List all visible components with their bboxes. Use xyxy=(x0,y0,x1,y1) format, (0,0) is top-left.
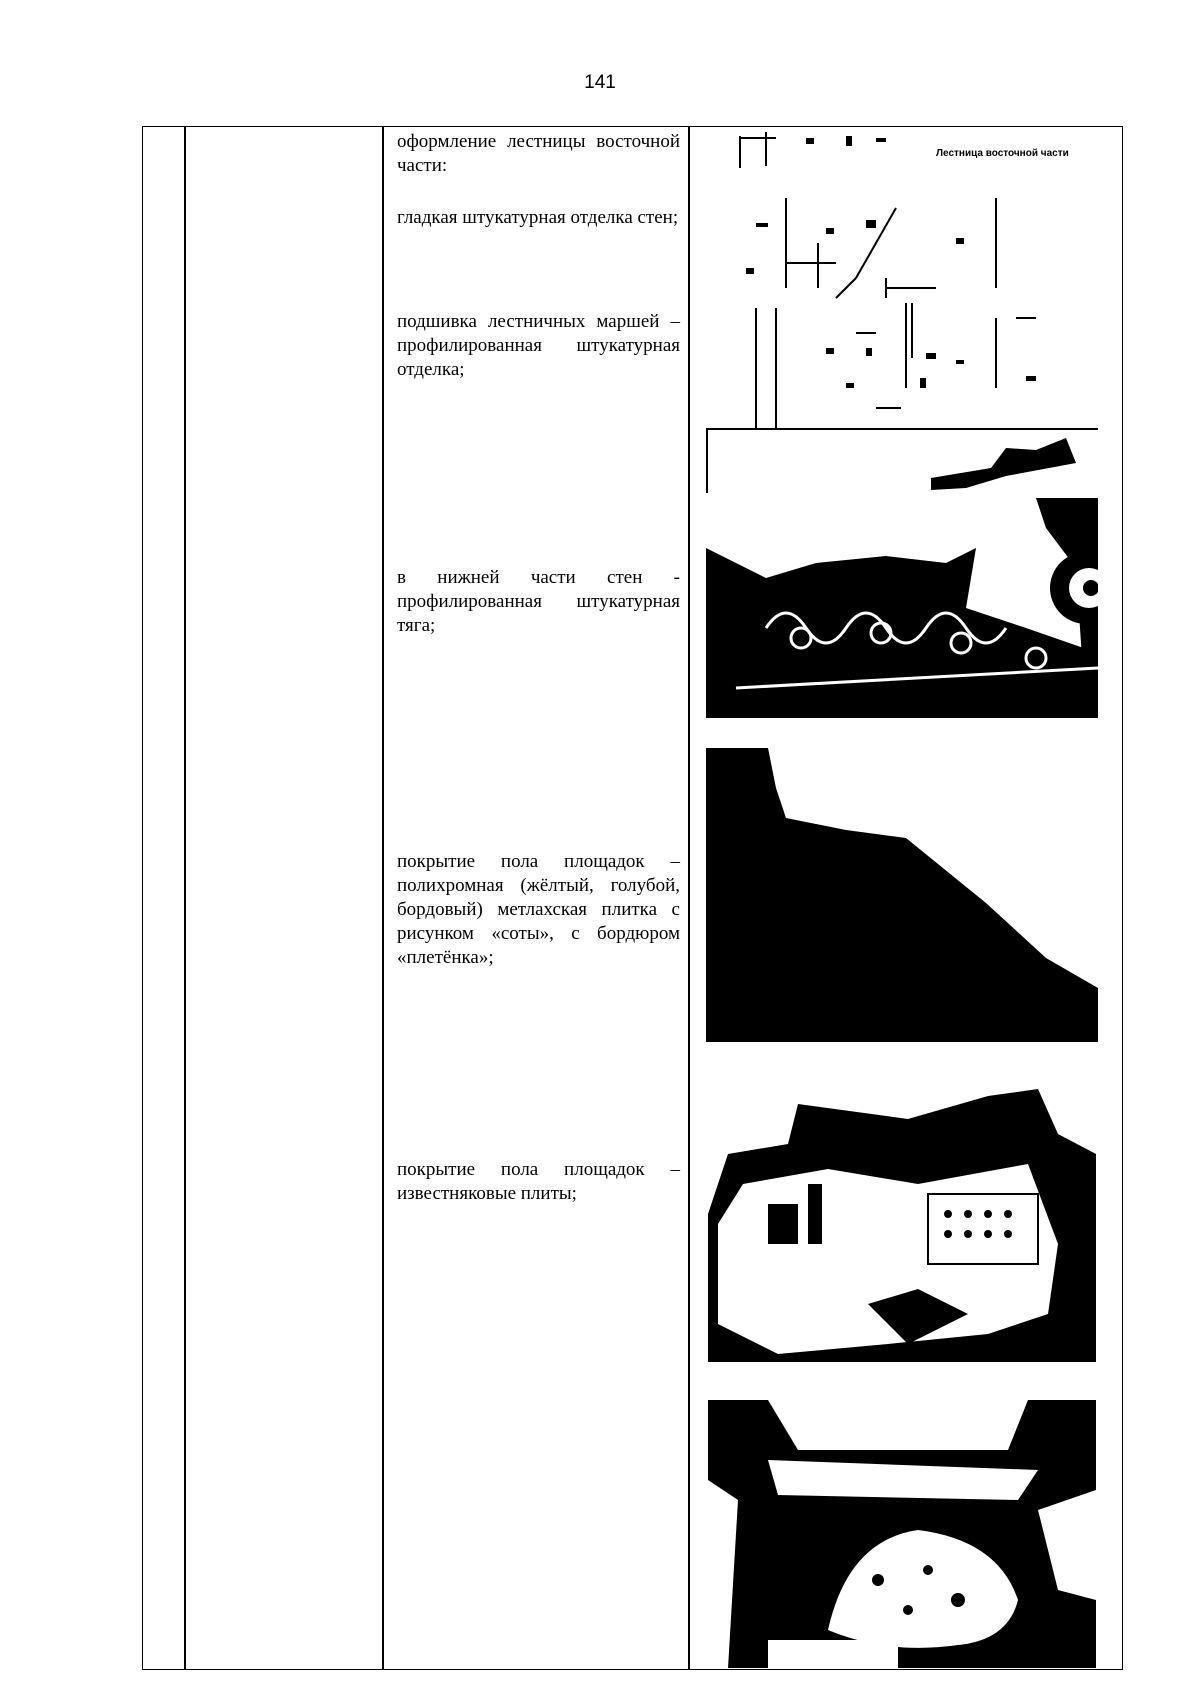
description-heading: оформление лестницы восточной части: xyxy=(397,131,680,176)
stairwell-photo xyxy=(708,1400,1096,1668)
column-divider xyxy=(184,126,186,1670)
description-item: покрытие пола площадок – известняковые плиты; xyxy=(397,1159,680,1204)
floor-plan-caption: Лестница восточной части xyxy=(936,148,1069,159)
description-item: покрытие пола площадок – полихромная (жёлтый, голубой, бордовый) метлахская плитка с рисунком «соты», с бордюром «плетёнка»; xyxy=(397,851,680,968)
page-number: 141 xyxy=(584,72,616,93)
dark-floor-photo xyxy=(706,748,1098,1042)
description-item: подшивка лестничных маршей – профилированная штукатурная отделка; xyxy=(397,311,680,380)
landing-top-view-photo xyxy=(708,1074,1096,1362)
description-item: гладкая штукатурная отделка стен; xyxy=(397,207,679,228)
column-divider xyxy=(688,126,690,1670)
floor-plan-drawing xyxy=(736,128,1098,428)
stair-railing-photo xyxy=(706,428,1098,718)
description-item: в нижней части стен - профилированная штукатурная тяга; xyxy=(397,567,680,636)
column-divider xyxy=(382,126,384,1670)
